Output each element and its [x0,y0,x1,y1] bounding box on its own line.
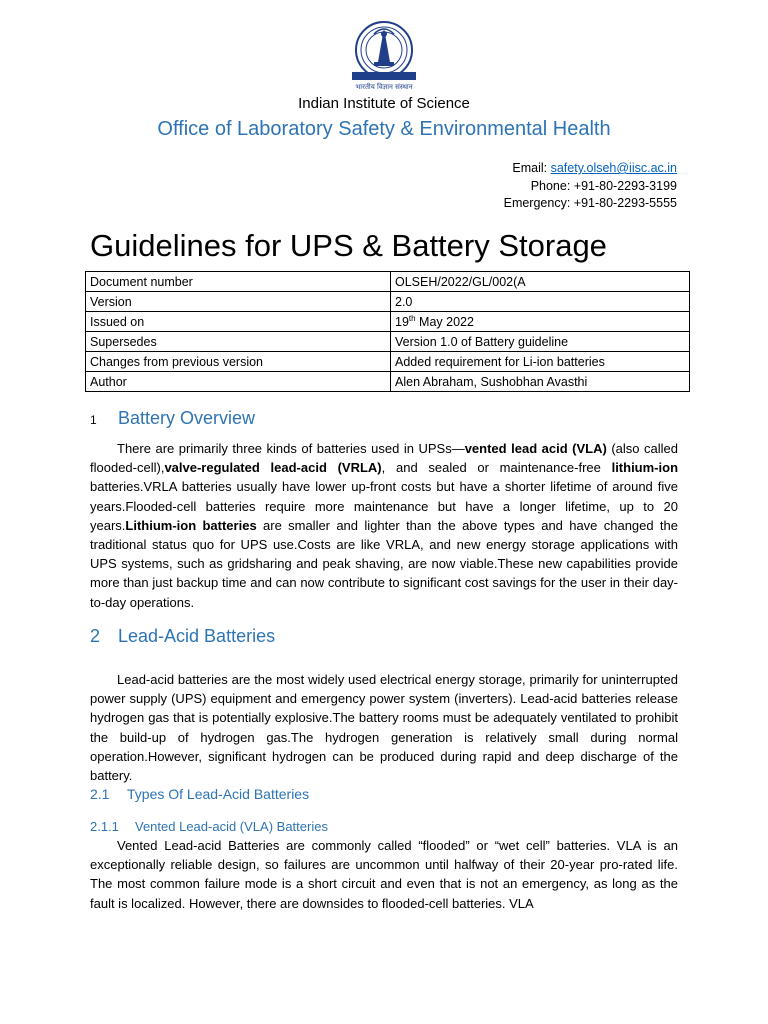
bold-run: valve-regulated lead-acid (VRLA) [164,460,382,476]
meta-value [391,312,690,332]
meta-value: OLSEH/2022/GL/002(A [391,272,690,292]
meta-value: 2.0 [391,292,690,312]
table-row [86,332,690,352]
meta-label: Supersedes [86,332,391,352]
bold-run: lithium-ion [611,460,679,476]
meta-value: Version 1.0 of Battery guideline [391,332,690,352]
bold-run: vented lead acid (VLA) [464,441,607,456]
section-2-1-1-paragraph: Vented Lead-acid Batteries are commonly called “flooded” or “wet cell” batteries. VLA is an exceptionally reliable design, so failures are uncommon until halfway of their 20-year pro-rated life. The most common failure mode is a short circuit and even that is not an emergency, as long as the fault is localized. However, there are downsides to flooded-cell batteries. VLA [90,838,678,911]
meta-label: Issued on [86,312,391,332]
phone-line: Phone: +91-80-2293-3199 [530,178,677,193]
table-row [86,372,690,392]
section-1-heading [90,408,255,429]
svg-text:भारतीय विज्ञान संस्थान: भारतीय विज्ञान संस्थान [355,83,413,91]
text-run: batteries.VRLA batteries usually have lower up-front costs but have a shorter lifetime of around five years.Flooded-cell batteries require more maintenance but have a longer lifetime, up to 20 years. [90,479,678,533]
bold-run: Lithium-ion batteries [125,517,257,533]
issued-month-year: May 2022 [415,314,474,329]
meta-label: Changes from previous version [86,352,391,372]
meta-label: Document number [86,272,391,292]
email-link[interactable]: safety.olseh@iisc.ac.in [550,161,677,175]
section-number: 1 [90,413,97,427]
table-row [86,292,690,312]
issued-day: 19 [395,314,409,329]
text-run: are smaller and lighter than the above types and have changed the traditional status quo for UPS use.Costs are like VRLA, and new energy storage applications with UPS systems, such as gridsharing and peak shaving, are now viable.These new capabilities provide more than just backup time and can now contribute to significant cost savings for the user in their day-to-day operations. [90,517,679,610]
section-number: 2.1 [90,786,110,802]
office-name: Office of Laboratory Safety & Environmental Health [157,118,611,140]
section-2-heading [90,626,275,647]
meta-value: Added requirement for Li-ion batteries [391,352,690,372]
section-number: 2 [90,626,101,646]
document-meta-table [85,271,690,392]
section-2-1-1-heading [90,819,328,834]
section-title: Battery Overview [118,408,256,428]
table-row [86,352,690,372]
section-title: Lead-Acid Batteries [118,626,276,646]
section-1-paragraph [90,439,678,612]
meta-label: Version [86,292,391,312]
text-run: , and sealed or maintenance-free [381,460,612,476]
section-2-paragraph: Lead-acid batteries are the most widely used electrical energy storage, primarily for uninterrupted power supply (UPS) equipment and emergency power system (inverters). Lead-acid batteries release hydrogen gas that is potentially explosive.The battery rooms must be adequately ventilated to prohibit the build-up of hydrogen gas.The hydrogen generation is relatively small during normal operation.However, significant hydrogen can be produced during rapid and deep discharge of the battery. [90,672,678,784]
institute-name: Indian Institute of Science [298,95,470,112]
meta-label: Author [86,372,391,392]
email-label: Email: [512,161,551,175]
contact-block [504,160,677,213]
iisc-logo [344,20,424,92]
table-row [86,312,690,332]
section-2-1-heading [90,786,309,802]
emergency-line: Emergency: +91-80-2293-5555 [503,196,677,210]
section-number: 2.1.1 [90,819,119,834]
text-run: (also called flooded-cell), [90,441,678,476]
issued-day-suffix: th [408,313,416,323]
text-run: There are primarily three kinds of batteries used in UPSs— [117,441,465,456]
meta-value: Alen Abraham, Sushobhan Avasthi [391,372,690,392]
section-title: Vented Lead-acid (VLA) Batteries [135,819,328,834]
document-title: Guidelines for UPS & Battery Storage [90,228,607,263]
email-line [504,160,677,178]
table-row [86,272,690,292]
section-title: Types Of Lead-Acid Batteries [127,786,310,802]
